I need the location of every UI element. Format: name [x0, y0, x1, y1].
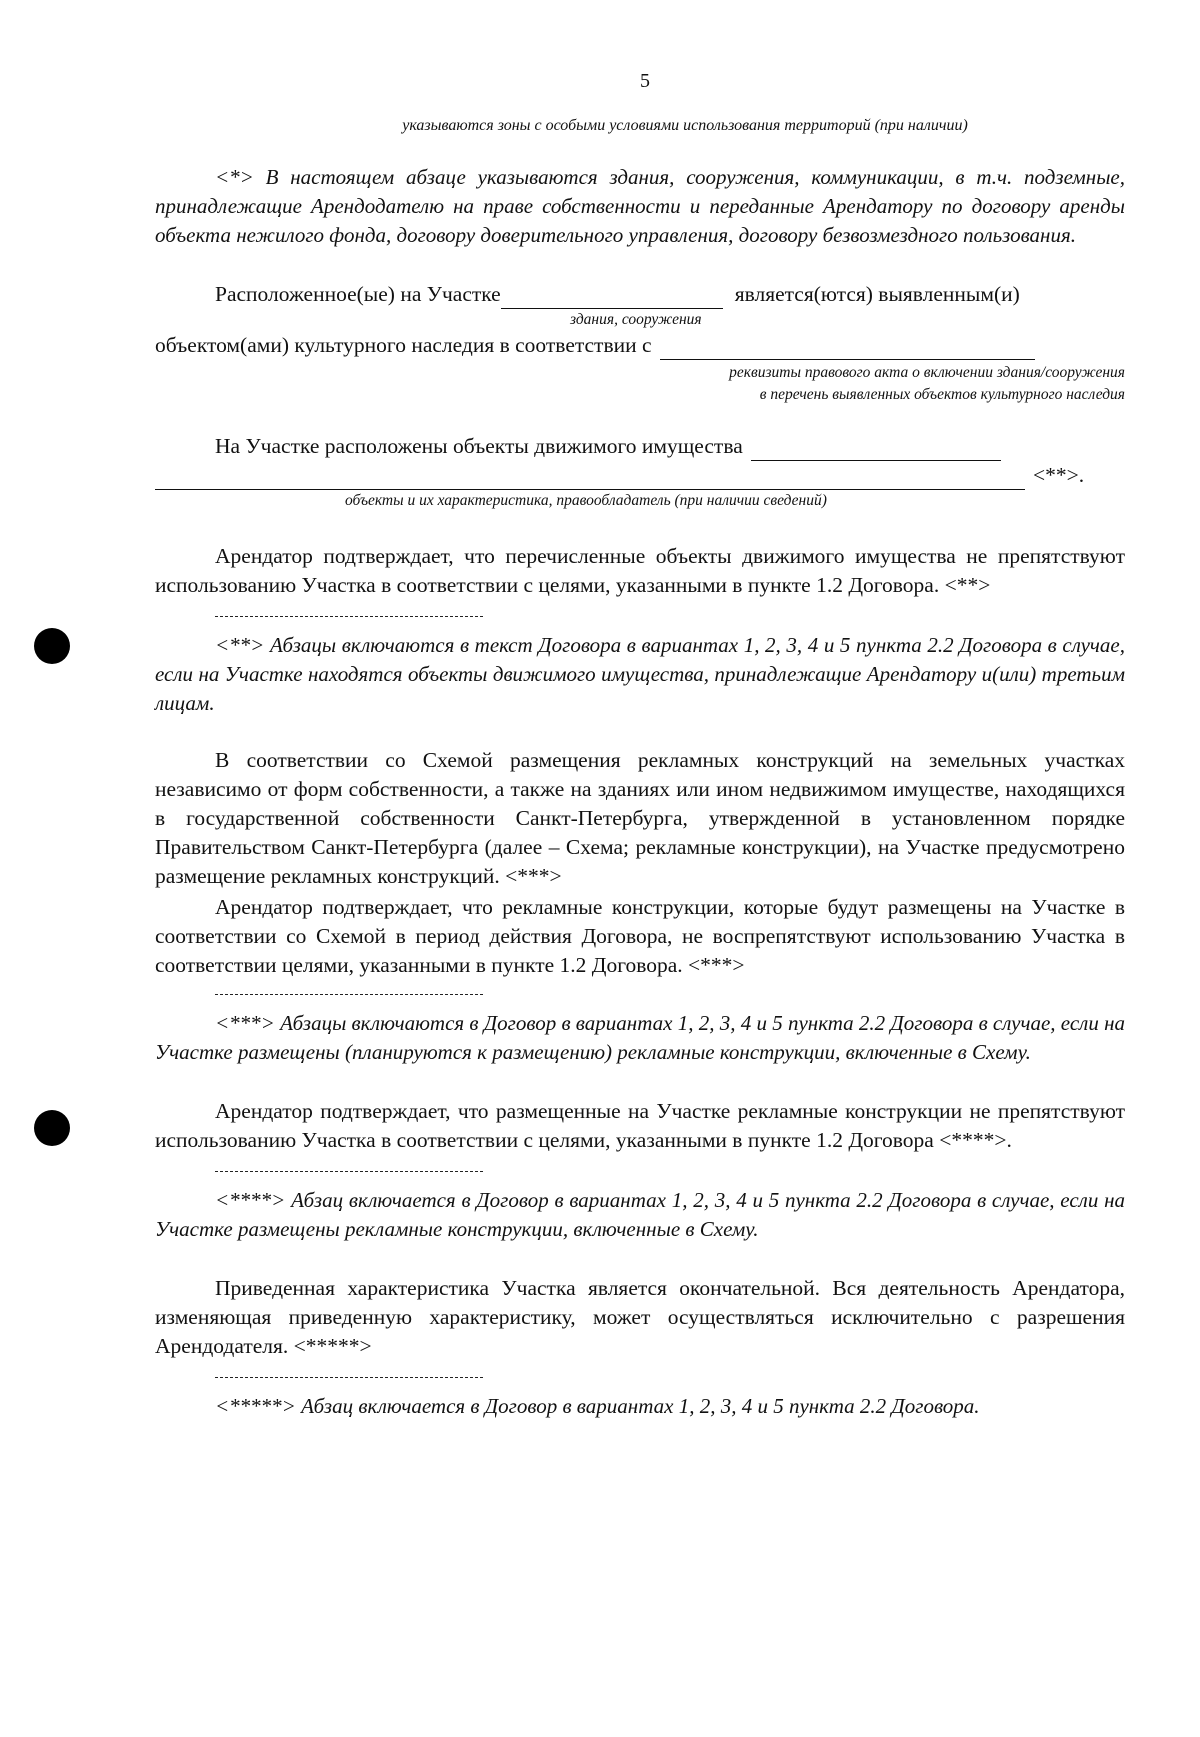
punch-hole-bottom	[34, 1110, 70, 1146]
located-suffix: является(ются) выявленным(и)	[734, 282, 1020, 306]
footnote-3: <***> Абзацы включаются в Договор в вариантах 1, 2, 3, 4 и 5 пункта 2.2 Договора в случае, если на Участке размещены (планируются к размещению) рекламные конструкции, включенные в Схему.	[155, 1011, 1125, 1064]
document-body	[155, 115, 1125, 1421]
heritage-blank	[660, 337, 1035, 360]
movable-blank-2	[155, 467, 1025, 490]
footnote-2: <**> Абзацы включаются в текст Договора в вариантах 1, 2, 3, 4 и 5 пункта 2.2 Договора в случае, если на Участке находятся объекты движимого имущества, принадлежащие Арендатору и(или) третьим лицам.	[155, 633, 1125, 715]
footnote-1: <*> В настоящем абзаце указываются здания, сооружения, коммуникации, в т.ч. подземные, принадлежащие Арендодателю на праве собственности и переданные Арендатору по договору аренды объекта нежилого фонда, договору доверительного управления, договору безвозмездного пользования.	[155, 165, 1125, 247]
para-confirm-ads: Арендатор подтверждает, что рекламные конструкции, которые будут размещены на Участке в соответствии со Схемой в период действия Договора, не воспрепятствуют использованию Участка в соответствии целями, указанными в пункте 1.2 Договора. <***>	[155, 895, 1125, 977]
movable-prefix: На Участке расположены объекты движимого имущества	[215, 434, 743, 458]
movable-ref: <**>.	[1033, 463, 1085, 487]
para-scheme: В соответствии со Схемой размещения рекламных конструкций на земельных участках независимо от форм собственности, а также на зданиях или ином недвижимом имуществе, находящихся в государственной собственности Санкт-Петербурга, утвержденной в установленном порядке Правительством Санкт-Петербурга (далее – Схема; рекламные конструкции), на Участке предусмотрено размещение рекламных конструкций. <***>	[155, 748, 1125, 888]
footnote-4: <****> Абзац включается в Договор в вариантах 1, 2, 3, 4 и 5 пункта 2.2 Договора в случае, если на Участке размещены рекламные конструкции, включенные в Схему.	[155, 1188, 1125, 1241]
heritage-line	[155, 331, 1125, 360]
movable-blank-1	[751, 438, 1001, 461]
separator-3	[215, 1171, 483, 1172]
page-number: 5	[640, 70, 650, 92]
separator-2	[215, 994, 483, 995]
punch-hole-top	[34, 628, 70, 664]
footnote-5: <*****> Абзац включается в Договор в вариантах 1, 2, 3, 4 и 5 пункта 2.2 Договора.	[215, 1394, 980, 1418]
located-line	[155, 280, 1125, 309]
heritage-caption-1: реквизиты правового акта о включении здания/сооружения	[729, 364, 1125, 381]
separator-1	[215, 616, 483, 617]
heritage-caption-2: в перечень выявленных объектов культурного наследия	[759, 386, 1125, 403]
located-caption: здания, сооружения	[570, 311, 702, 328]
movable-caption: объекты и их характеристика, правообладатель (при наличии сведений)	[345, 492, 827, 509]
located-blank	[501, 286, 723, 309]
heritage-prefix: объектом(ами) культурного наследия в соответствии с	[155, 333, 652, 357]
separator-4	[215, 1377, 483, 1378]
para-movable: Арендатор подтверждает, что перечисленные объекты движимого имущества не препятствуют использованию Участка в соответствии с целями, указанными в пункте 1.2 Договора. <**>	[155, 544, 1125, 597]
para-placed-ads: Арендатор подтверждает, что размещенные на Участке рекламные конструкции не препятствуют использованию Участка в соответствии с целями, указанными в пункте 1.2 Договора <****>.	[155, 1099, 1125, 1152]
top-caption: указываются зоны с особыми условиями использования территорий (при наличии)	[402, 117, 968, 134]
movable-line-2	[155, 461, 1125, 490]
located-prefix: Расположенное(ые) на Участке	[215, 282, 501, 306]
para-final: Приведенная характеристика Участка является окончательной. Вся деятельность Арендатора, изменяющая приведенную характеристику, может осуществляться исключительно с разрешения Арендодателя. <*****>	[155, 1276, 1125, 1358]
movable-line	[155, 432, 1125, 461]
